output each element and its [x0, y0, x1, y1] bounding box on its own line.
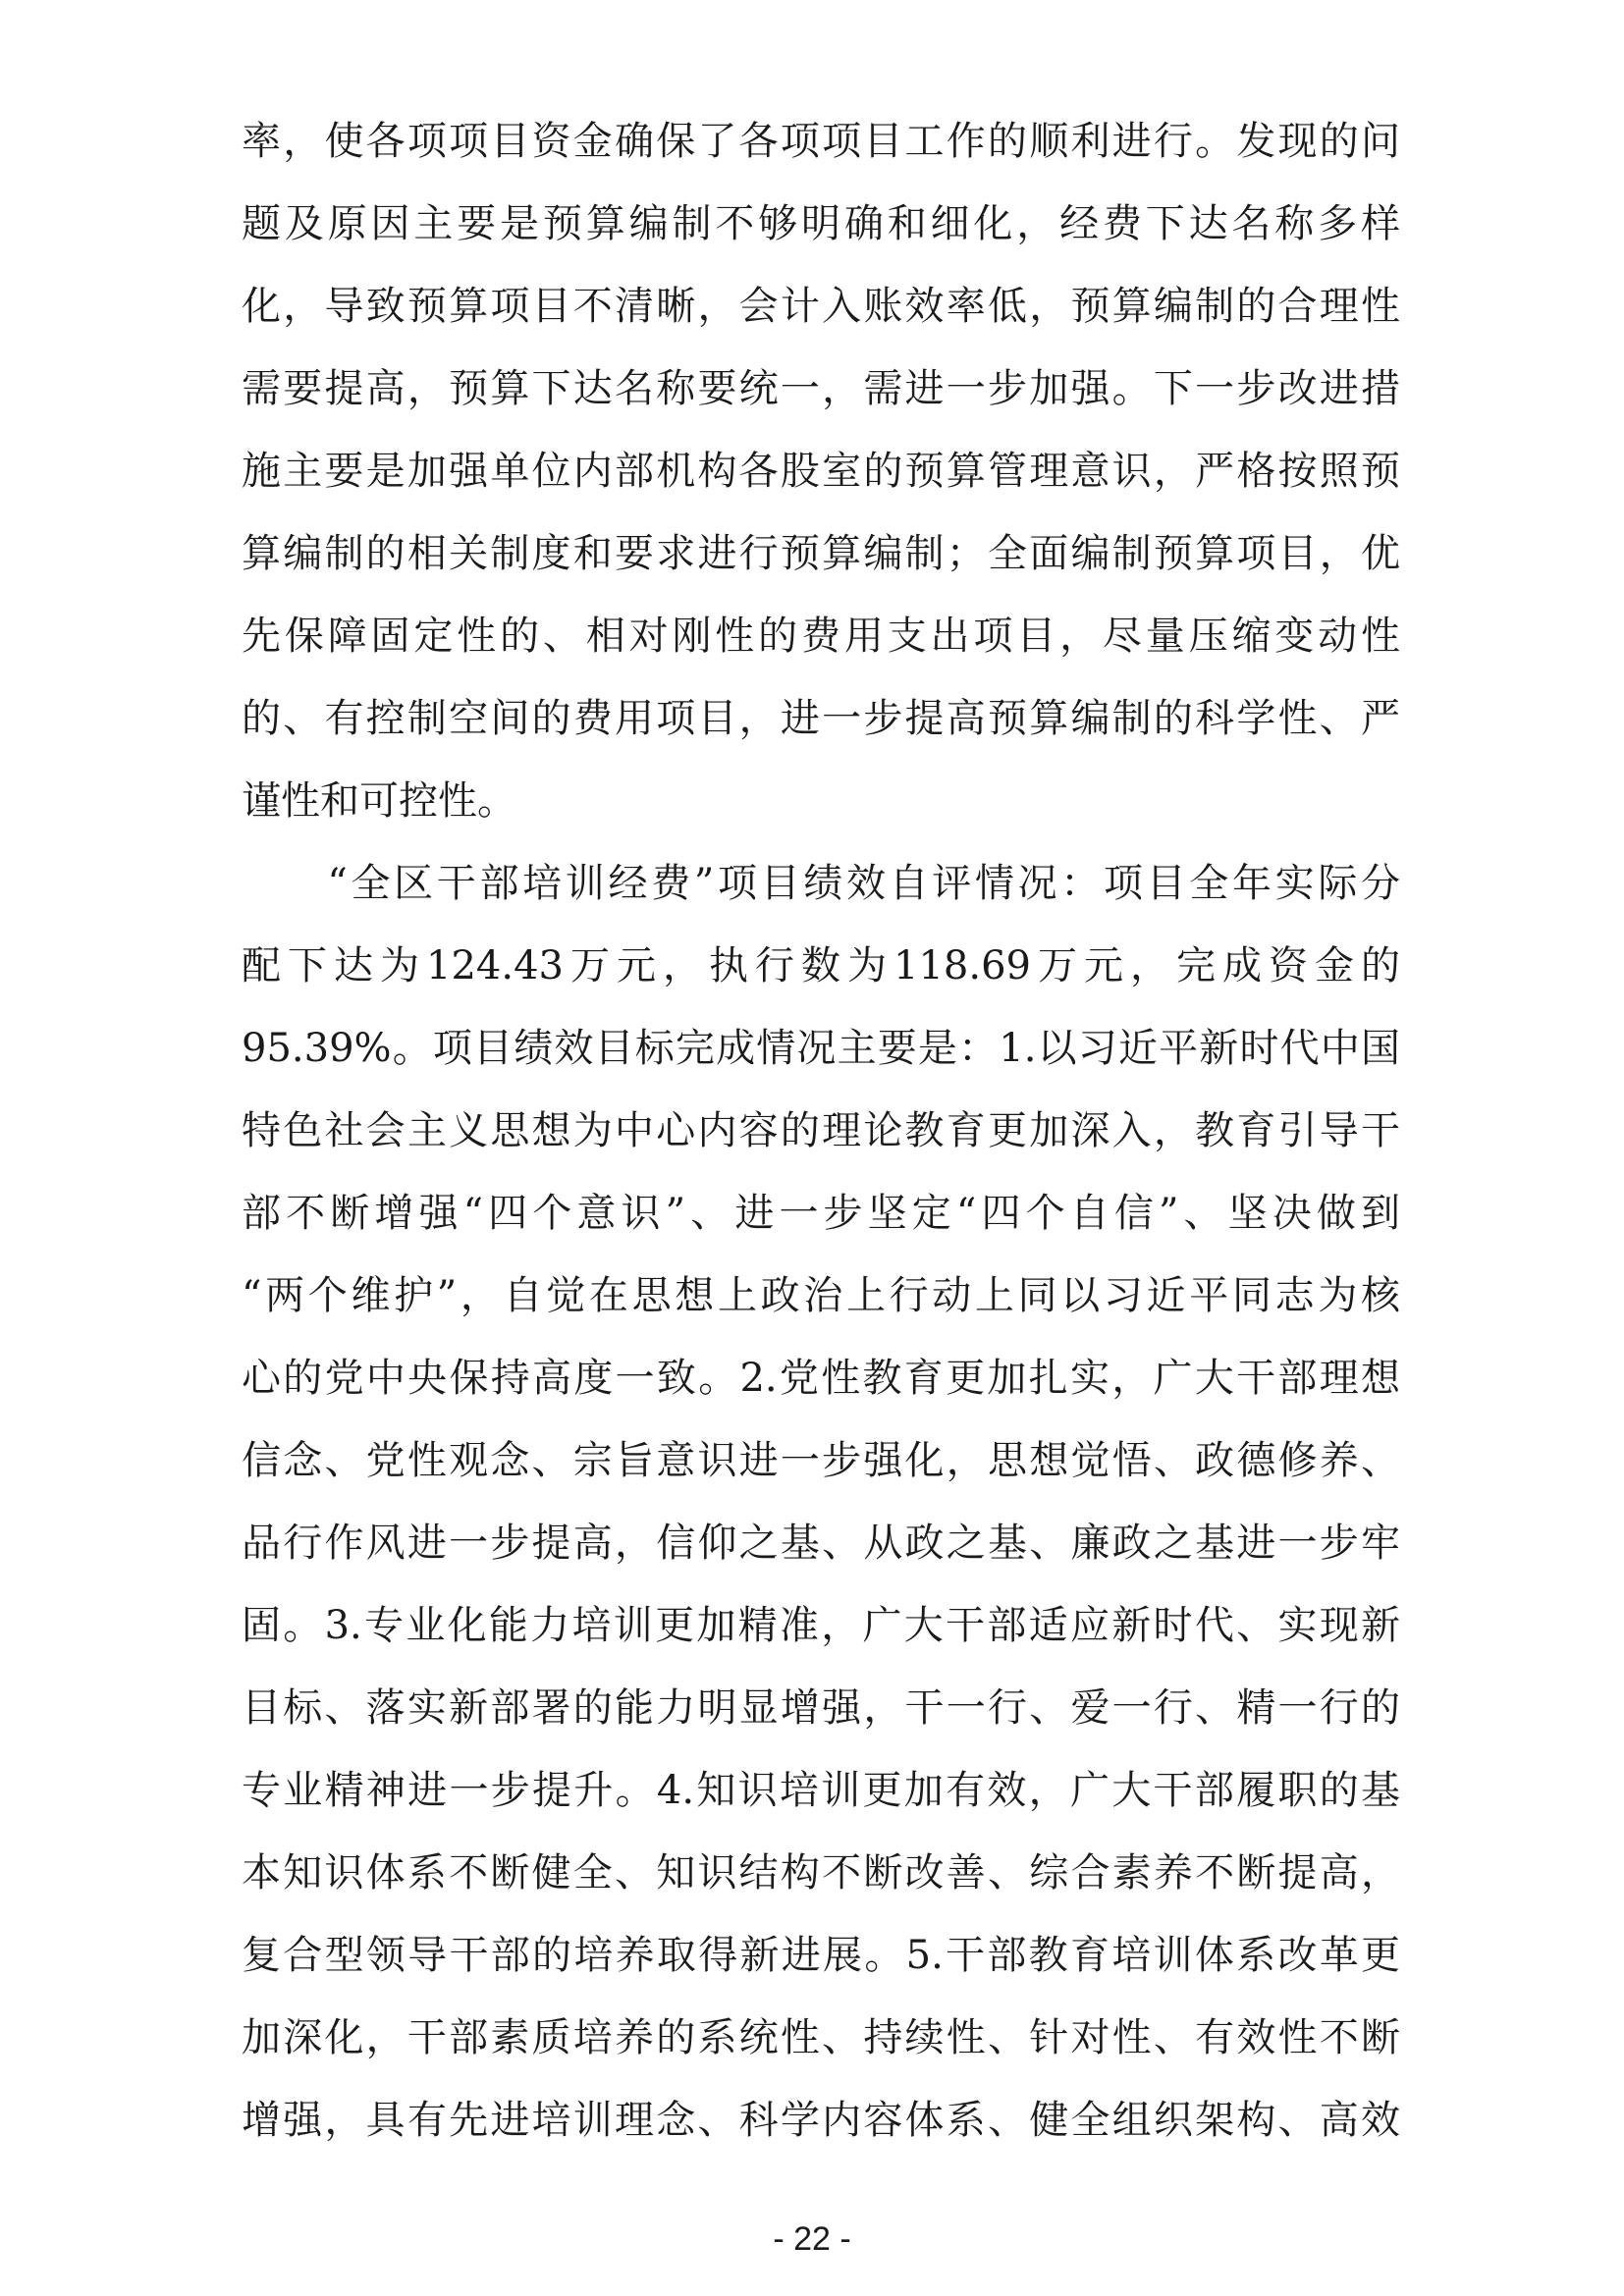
text-line: 加深化，干部素质培养的系统性、持续性、针对性、有效性不断	[242, 2015, 1400, 2060]
text-line: 心的党中央保持高度一致。2.党性教育更加扎实，广大干部理想	[242, 1356, 1400, 1401]
text-line: “两个维护”，自觉在思想上政治上行动上同以习近平同志为核	[242, 1273, 1400, 1318]
text-line: 题及原因主要是预算编制不够明确和细化，经费下达名称多样	[242, 201, 1400, 246]
text-line: 品行作风进一步提高，信仰之基、从政之基、廉政之基进一步牢	[242, 1521, 1400, 1566]
text-line: 配下达为124.43万元，执行数为118.69万元，完成资金的	[242, 943, 1400, 988]
text-line: 需要提高，预算下达名称要统一，需进一步加强。下一步改进措	[242, 366, 1400, 411]
text-line: 算编制的相关制度和要求进行预算编制；全面编制预算项目，优	[242, 531, 1400, 576]
text-line: 施主要是加强单位内部机构各股室的预算管理意识，严格按照预	[242, 449, 1400, 494]
text-line: 率，使各项项目资金确保了各项项目工作的顺利进行。发现的问	[242, 119, 1400, 164]
text-line: 目标、落实新部署的能力明显增强，干一行、爱一行、精一行的	[242, 1685, 1400, 1731]
text-line: 先保障固定性的、相对刚性的费用支出项目，尽量压缩变动性	[242, 614, 1400, 659]
text-line: 固。3.专业化能力培训更加精准，广大干部适应新时代、实现新	[242, 1603, 1400, 1648]
paragraph-training-funds	[242, 842, 1400, 2162]
text-line: “全区干部培训经费”项目绩效自评情况：项目全年实际分	[242, 861, 1400, 906]
text-line: 的、有控制空间的费用项目，进一步提高预算编制的科学性、严	[242, 696, 1400, 741]
text-line: 本知识体系不断健全、知识结构不断改善、综合素养不断提高，	[242, 1850, 1400, 1896]
text-line: 95.39%。项目绩效目标完成情况主要是：1.以习近平新时代中国	[242, 1026, 1400, 1071]
text-line: 专业精神进一步提升。4.知识培训更加有效，广大干部履职的基	[242, 1768, 1400, 1813]
paragraph-budget-issues	[242, 100, 1400, 842]
text-line: 谨性和可控性。	[242, 778, 516, 824]
text-line: 化，导致预算项目不清晰，会计入账效率低，预算编制的合理性	[242, 284, 1400, 329]
text-line: 部不断增强“四个意识”、进一步坚定“四个自信”、坚决做到	[242, 1191, 1400, 1236]
text-line: 复合型领导干部的培养取得新进展。5.干部教育培训体系改革更	[242, 1933, 1400, 1978]
text-line: 特色社会主义思想为中心内容的理论教育更加深入，教育引导干	[242, 1108, 1400, 1153]
page-number: - 22 -	[773, 2220, 851, 2258]
text-line: 信念、党性观念、宗旨意识进一步强化，思想觉悟、政德修养、	[242, 1438, 1400, 1483]
text-line: 增强，具有先进培训理念、科学内容体系、健全组织架构、高效	[242, 2098, 1400, 2143]
